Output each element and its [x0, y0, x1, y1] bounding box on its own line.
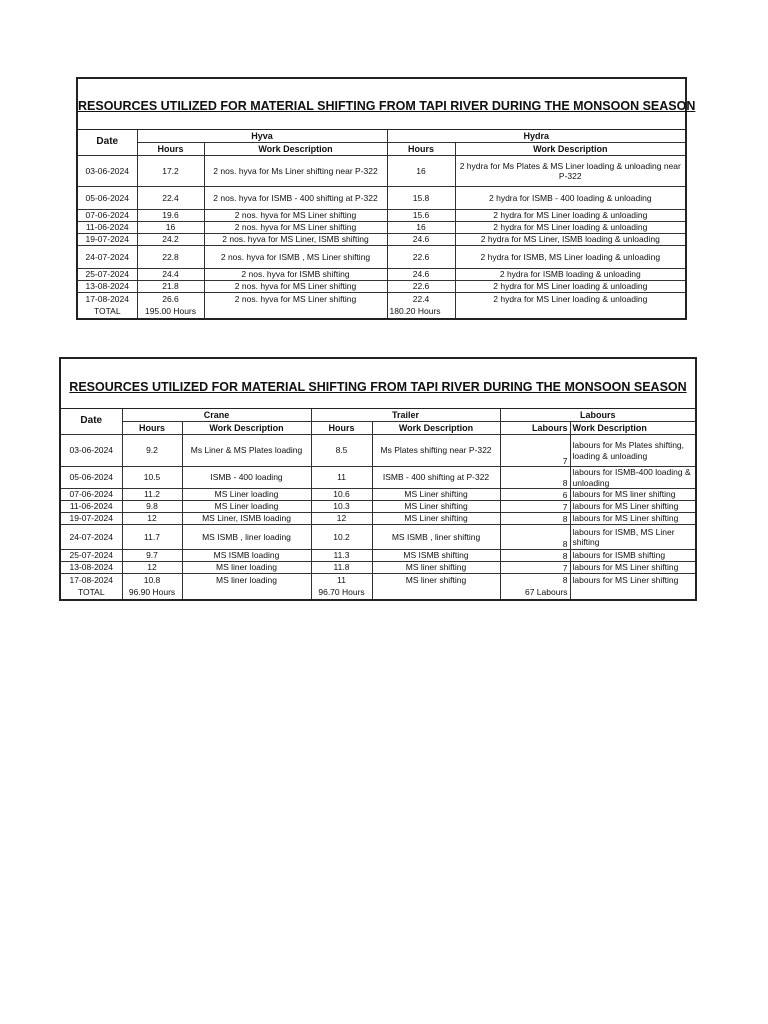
hyva-hours: 16: [137, 222, 204, 234]
hydra-hours: 24.6: [387, 234, 455, 246]
table-row: [78, 293, 685, 305]
crane-hours: 9.8: [122, 501, 182, 513]
labours-group-header: Labours: [500, 409, 695, 422]
table-row: [78, 234, 685, 246]
hyva-work-description: 2 nos. hyva for MS Liner shifting: [204, 210, 387, 222]
total-label: TOTAL: [61, 586, 122, 599]
crane-trailer-labours-table: [59, 357, 697, 601]
table-row: [78, 246, 685, 269]
trailer-work-description: MS ISMB shifting: [372, 550, 500, 562]
crane-work-description: MS liner loading: [182, 574, 311, 586]
row-date: 25-07-2024: [61, 550, 122, 562]
row-date: 24-07-2024: [61, 525, 122, 550]
table-row: [61, 435, 695, 467]
table-row: [61, 513, 695, 525]
row-date: 13-08-2024: [61, 562, 122, 574]
date-header: Date: [78, 130, 137, 156]
hydra-work-description: 2 hydra for ISMB, MS Liner loading & unloading: [455, 246, 685, 269]
crane-hours: 12: [122, 513, 182, 525]
hyva-hours: 22.4: [137, 187, 204, 210]
trailer-hours-header: Hours: [311, 422, 372, 435]
row-date: 03-06-2024: [61, 435, 122, 467]
hydra-total-hours: 180.20 Hours: [387, 305, 455, 318]
labours-count: 8: [500, 513, 570, 525]
crane-hours: 9.7: [122, 550, 182, 562]
table-row: [61, 501, 695, 513]
row-date: 24-07-2024: [78, 246, 137, 269]
hyva-work-description: 2 nos. hyva for ISMB shifting: [204, 269, 387, 281]
crane-hours: 10.8: [122, 574, 182, 586]
table-row: [61, 574, 695, 586]
table-row: [78, 156, 685, 187]
table-title: RESOURCES UTILIZED FOR MATERIAL SHIFTING FROM TAPI RIVER DURING THE MONSOON SEASON: [61, 359, 695, 409]
hyva-work-description: 2 nos. hyva for MS Liner shifting: [204, 281, 387, 293]
labours-count: 7: [500, 435, 570, 467]
hyva-hours: 26.6: [137, 293, 204, 305]
table-row: [61, 562, 695, 574]
hydra-work-description: 2 hydra for MS Liner loading & unloading: [455, 222, 685, 234]
crane-work-description: MS ISMB loading: [182, 550, 311, 562]
hyva-hours: 19.6: [137, 210, 204, 222]
hydra-work-description: 2 hydra for ISMB - 400 loading & unloading: [455, 187, 685, 210]
labours-work-description: labours for MS liner shifting: [570, 489, 695, 501]
hyva-work-description: 2 nos. hyva for MS Liner shifting: [204, 293, 387, 305]
hyva-group-header: Hyva: [137, 130, 387, 143]
trailer-work-description: MS Liner shifting: [372, 513, 500, 525]
crane-work-description: ISMB - 400 loading: [182, 467, 311, 489]
table-row: [78, 281, 685, 293]
crane-work-header: Work Description: [182, 422, 311, 435]
trailer-hours: 8.5: [311, 435, 372, 467]
hydra-work-description: 2 hydra for MS Liner loading & unloading: [455, 281, 685, 293]
trailer-hours: 11.3: [311, 550, 372, 562]
hyva-hours: 24.2: [137, 234, 204, 246]
labours-work-description: labours for MS Liner shifting: [570, 513, 695, 525]
hydra-hours: 15.6: [387, 210, 455, 222]
hydra-work-description: 2 hydra for MS Liner, ISMB loading & unloading: [455, 234, 685, 246]
trailer-work-description: MS liner shifting: [372, 574, 500, 586]
labours-count: 8: [500, 574, 570, 586]
hydra-group-header: Hydra: [387, 130, 685, 143]
trailer-total-hours: 96.70 Hours: [311, 586, 372, 599]
crane-hours: 11.2: [122, 489, 182, 501]
table-row: [78, 210, 685, 222]
hyva-work-description: 2 nos. hyva for Ms Liner shifting near P-322: [204, 156, 387, 187]
hyva-work-description: 2 nos. hyva for ISMB , MS Liner shifting: [204, 246, 387, 269]
empty-cell: [570, 586, 695, 599]
crane-work-description: MS Liner loading: [182, 501, 311, 513]
hydra-hours: 16: [387, 222, 455, 234]
table-row: [61, 467, 695, 489]
labours-count: 7: [500, 501, 570, 513]
row-date: 07-06-2024: [61, 489, 122, 501]
crane-work-description: Ms Liner & MS Plates loading: [182, 435, 311, 467]
trailer-hours: 11: [311, 574, 372, 586]
trailer-hours: 10.6: [311, 489, 372, 501]
crane-work-description: MS Liner, ISMB loading: [182, 513, 311, 525]
crane-trailer-labours-rows: [61, 435, 695, 586]
table-row: [61, 550, 695, 562]
hydra-work-description: 2 hydra for ISMB loading & unloading: [455, 269, 685, 281]
crane-hours: 12: [122, 562, 182, 574]
crane-work-description: MS liner loading: [182, 562, 311, 574]
crane-hours: 9.2: [122, 435, 182, 467]
labours-count: 7: [500, 562, 570, 574]
table-row: [78, 269, 685, 281]
labours-count: 8: [500, 550, 570, 562]
row-date: 19-07-2024: [78, 234, 137, 246]
hyva-hydra-grid: [78, 130, 685, 318]
hydra-hours: 16: [387, 156, 455, 187]
crane-total-hours: 96.90 Hours: [122, 586, 182, 599]
hydra-hours: 22.4: [387, 293, 455, 305]
labours-work-description: labours for ISMB, MS Liner shifting: [570, 525, 695, 550]
table-row: [61, 489, 695, 501]
table-row: [78, 222, 685, 234]
trailer-work-description: MS liner shifting: [372, 562, 500, 574]
row-date: 05-06-2024: [61, 467, 122, 489]
row-date: 11-06-2024: [61, 501, 122, 513]
hyva-hours: 21.8: [137, 281, 204, 293]
trailer-group-header: Trailer: [311, 409, 500, 422]
crane-trailer-labours-grid: [61, 409, 695, 599]
labours-count: 8: [500, 525, 570, 550]
hydra-hours-header: Hours: [387, 143, 455, 156]
labours-work-description: labours for ISMB shifting: [570, 550, 695, 562]
crane-work-description: MS ISMB , liner loading: [182, 525, 311, 550]
row-date: 17-08-2024: [78, 293, 137, 305]
hyva-work-description: 2 nos. hyva for ISMB - 400 shifting at P-322: [204, 187, 387, 210]
crane-hours: 10.5: [122, 467, 182, 489]
empty-cell: [204, 305, 387, 318]
hydra-hours: 22.6: [387, 246, 455, 269]
table-row: [78, 187, 685, 210]
trailer-hours: 10.2: [311, 525, 372, 550]
trailer-hours: 12: [311, 513, 372, 525]
crane-work-description: MS Liner loading: [182, 489, 311, 501]
crane-hours: 11.7: [122, 525, 182, 550]
trailer-hours: 10.3: [311, 501, 372, 513]
row-date: 07-06-2024: [78, 210, 137, 222]
row-date: 17-08-2024: [61, 574, 122, 586]
empty-cell: [182, 586, 311, 599]
labours-count: 8: [500, 467, 570, 489]
row-date: 13-08-2024: [78, 281, 137, 293]
hydra-work-description: 2 hydra for Ms Plates & MS Liner loading & unloading near P-322: [455, 156, 685, 187]
labours-work-description: labours for MS Liner shifting: [570, 501, 695, 513]
hyva-hours-header: Hours: [137, 143, 204, 156]
labours-total: 67 Labours: [500, 586, 570, 599]
labours-work-description: labours for MS Liner shifting: [570, 574, 695, 586]
hyva-total-hours: 195.00 Hours: [137, 305, 204, 318]
labours-work-description: labours for MS Liner shifting: [570, 562, 695, 574]
hydra-work-description: 2 hydra for MS Liner loading & unloading: [455, 210, 685, 222]
crane-group-header: Crane: [122, 409, 311, 422]
crane-hours-header: Hours: [122, 422, 182, 435]
hydra-work-description: 2 hydra for MS Liner loading & unloading: [455, 293, 685, 305]
trailer-work-description: MS Liner shifting: [372, 501, 500, 513]
trailer-hours: 11.8: [311, 562, 372, 574]
labours-work-description: labours for ISMB-400 loading & unloading: [570, 467, 695, 489]
hyva-hours: 22.8: [137, 246, 204, 269]
row-date: 19-07-2024: [61, 513, 122, 525]
row-date: 05-06-2024: [78, 187, 137, 210]
table-title: RESOURCES UTILIZED FOR MATERIAL SHIFTING FROM TAPI RIVER DURING THE MONSOON SEASON: [78, 79, 685, 130]
labours-work-description: labours for Ms Plates shifting, loading & unloading: [570, 435, 695, 467]
trailer-work-description: ISMB - 400 shifting at P-322: [372, 467, 500, 489]
hyva-hours: 17.2: [137, 156, 204, 187]
labours-count: 6: [500, 489, 570, 501]
hydra-hours: 24.6: [387, 269, 455, 281]
trailer-hours: 11: [311, 467, 372, 489]
trailer-work-description: MS Liner shifting: [372, 489, 500, 501]
table-row: [61, 525, 695, 550]
hydra-work-header: Work Description: [455, 143, 685, 156]
empty-cell: [455, 305, 685, 318]
hyva-hours: 24.4: [137, 269, 204, 281]
trailer-work-header: Work Description: [372, 422, 500, 435]
labours-count-header: Labours: [500, 422, 570, 435]
row-date: 25-07-2024: [78, 269, 137, 281]
hyva-hydra-table: [76, 77, 696, 320]
hyva-work-description: 2 nos. hyva for MS Liner shifting: [204, 222, 387, 234]
date-header: Date: [61, 409, 122, 435]
empty-cell: [372, 586, 500, 599]
hyva-work-description: 2 nos. hyva for MS Liner, ISMB shifting: [204, 234, 387, 246]
hyva-work-header: Work Description: [204, 143, 387, 156]
trailer-work-description: Ms Plates shifting near P-322: [372, 435, 500, 467]
total-label: TOTAL: [78, 305, 137, 318]
hydra-hours: 15.8: [387, 187, 455, 210]
row-date: 03-06-2024: [78, 156, 137, 187]
hydra-hours: 22.6: [387, 281, 455, 293]
labours-work-header: Work Description: [570, 422, 695, 435]
row-date: 11-06-2024: [78, 222, 137, 234]
trailer-work-description: MS ISMB , liner shifting: [372, 525, 500, 550]
hyva-hydra-rows: [78, 156, 685, 305]
